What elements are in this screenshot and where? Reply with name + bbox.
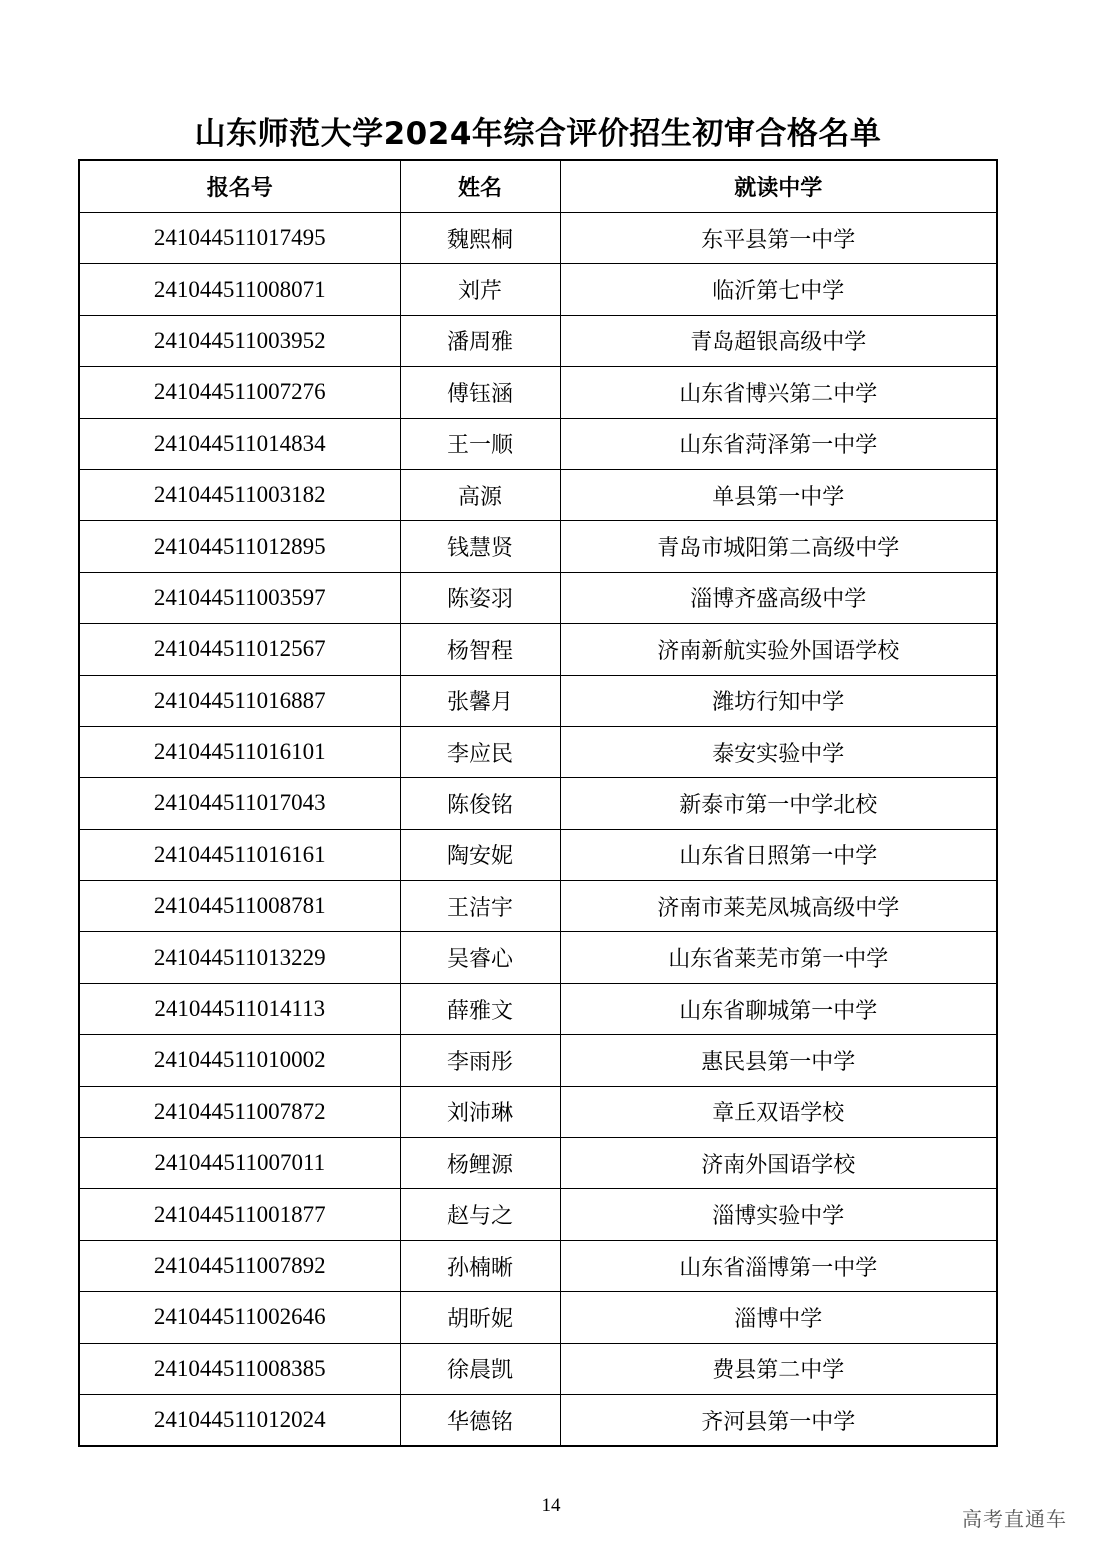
registration-number-cell: 241044511008071 <box>79 264 400 315</box>
school-cell: 东平县第一中学 <box>560 213 997 264</box>
name-cell: 张馨月 <box>400 675 560 726</box>
registration-number-cell: 241044511016161 <box>79 829 400 880</box>
admission-list-table <box>78 159 998 1447</box>
registration-number-cell: 241044511017495 <box>79 213 400 264</box>
school-cell: 单县第一中学 <box>560 469 997 520</box>
table-row <box>79 1292 997 1343</box>
table-row <box>79 932 997 983</box>
name-cell: 徐晨凯 <box>400 1343 560 1394</box>
table-row <box>79 469 997 520</box>
school-cell: 青岛市城阳第二高级中学 <box>560 521 997 572</box>
registration-number-cell: 241044511003597 <box>79 572 400 623</box>
school-cell: 新泰市第一中学北校 <box>560 778 997 829</box>
school-cell: 青岛超银高级中学 <box>560 315 997 366</box>
registration-number-cell: 241044511017043 <box>79 778 400 829</box>
table-row <box>79 1189 997 1240</box>
registration-number-cell: 241044511010002 <box>79 1035 400 1086</box>
table-row <box>79 881 997 932</box>
registration-number-cell: 241044511007872 <box>79 1086 400 1137</box>
registration-number-cell: 241044511012567 <box>79 624 400 675</box>
watermark: 高考直通车 <box>962 1507 1067 1531</box>
name-cell: 陈姿羽 <box>400 572 560 623</box>
school-cell: 惠民县第一中学 <box>560 1035 997 1086</box>
school-cell: 费县第二中学 <box>560 1343 997 1394</box>
school-cell: 淄博齐盛高级中学 <box>560 572 997 623</box>
table-row <box>79 1086 997 1137</box>
table-row <box>79 675 997 726</box>
school-cell: 山东省日照第一中学 <box>560 829 997 880</box>
school-cell: 济南外国语学校 <box>560 1138 997 1189</box>
registration-number-cell: 241044511014834 <box>79 418 400 469</box>
name-cell: 钱慧贤 <box>400 521 560 572</box>
registration-number-cell: 241044511016101 <box>79 726 400 777</box>
table-row <box>79 726 997 777</box>
name-cell: 杨鲤源 <box>400 1138 560 1189</box>
school-cell: 山东省莱芜市第一中学 <box>560 932 997 983</box>
table-row <box>79 624 997 675</box>
school-cell: 临沂第七中学 <box>560 264 997 315</box>
table-row <box>79 1035 997 1086</box>
registration-number-cell: 241044511016887 <box>79 675 400 726</box>
registration-number-cell: 241044511008781 <box>79 881 400 932</box>
name-cell: 李雨彤 <box>400 1035 560 1086</box>
table-row <box>79 1240 997 1291</box>
name-cell: 陶安妮 <box>400 829 560 880</box>
table-row <box>79 1138 997 1189</box>
registration-number-cell: 241044511013229 <box>79 932 400 983</box>
table-row <box>79 264 997 315</box>
table-row <box>79 829 997 880</box>
school-cell: 潍坊行知中学 <box>560 675 997 726</box>
school-cell: 泰安实验中学 <box>560 726 997 777</box>
table-row <box>79 983 997 1034</box>
school-cell: 淄博实验中学 <box>560 1189 997 1240</box>
name-cell: 刘沛琳 <box>400 1086 560 1137</box>
registration-number-cell: 241044511003952 <box>79 315 400 366</box>
table-row <box>79 213 997 264</box>
name-cell: 高源 <box>400 469 560 520</box>
name-cell: 胡昕妮 <box>400 1292 560 1343</box>
name-cell: 华德铭 <box>400 1394 560 1446</box>
header-registration-number: 报名号 <box>79 160 400 213</box>
registration-number-cell: 241044511007011 <box>79 1138 400 1189</box>
registration-number-cell: 241044511014113 <box>79 983 400 1034</box>
school-cell: 章丘双语学校 <box>560 1086 997 1137</box>
name-cell: 李应民 <box>400 726 560 777</box>
name-cell: 王洁宇 <box>400 881 560 932</box>
registration-number-cell: 241044511012024 <box>79 1394 400 1446</box>
name-cell: 吴睿心 <box>400 932 560 983</box>
name-cell: 杨智程 <box>400 624 560 675</box>
school-cell: 淄博中学 <box>560 1292 997 1343</box>
name-cell: 赵与之 <box>400 1189 560 1240</box>
header-school: 就读中学 <box>560 160 997 213</box>
registration-number-cell: 241044511007892 <box>79 1240 400 1291</box>
registration-number-cell: 241044511001877 <box>79 1189 400 1240</box>
school-cell: 齐河县第一中学 <box>560 1394 997 1446</box>
table-row <box>79 1394 997 1446</box>
name-cell: 孙楠晰 <box>400 1240 560 1291</box>
table-row <box>79 315 997 366</box>
name-cell: 潘周雅 <box>400 315 560 366</box>
name-cell: 刘芹 <box>400 264 560 315</box>
registration-number-cell: 241044511008385 <box>79 1343 400 1394</box>
registration-number-cell: 241044511003182 <box>79 469 400 520</box>
name-cell: 魏熙桐 <box>400 213 560 264</box>
name-cell: 薛雅文 <box>400 983 560 1034</box>
registration-number-cell: 241044511012895 <box>79 521 400 572</box>
table-row <box>79 1343 997 1394</box>
document-title: 山东师范大学2024年综合评价招生初审合格名单 <box>194 116 882 152</box>
school-cell: 山东省菏泽第一中学 <box>560 418 997 469</box>
name-cell: 王一顺 <box>400 418 560 469</box>
school-cell: 济南市莱芜凤城高级中学 <box>560 881 997 932</box>
table-row <box>79 367 997 418</box>
table-row <box>79 572 997 623</box>
name-cell: 傅钰涵 <box>400 367 560 418</box>
name-cell: 陈俊铭 <box>400 778 560 829</box>
registration-number-cell: 241044511007276 <box>79 367 400 418</box>
page-number: 14 <box>541 1495 561 1516</box>
table-row <box>79 521 997 572</box>
school-cell: 山东省聊城第一中学 <box>560 983 997 1034</box>
school-cell: 山东省淄博第一中学 <box>560 1240 997 1291</box>
header-name: 姓名 <box>400 160 560 213</box>
table-row <box>79 778 997 829</box>
school-cell: 山东省博兴第二中学 <box>560 367 997 418</box>
school-cell: 济南新航实验外国语学校 <box>560 624 997 675</box>
table-row <box>79 418 997 469</box>
table-header-row <box>79 160 997 213</box>
registration-number-cell: 241044511002646 <box>79 1292 400 1343</box>
